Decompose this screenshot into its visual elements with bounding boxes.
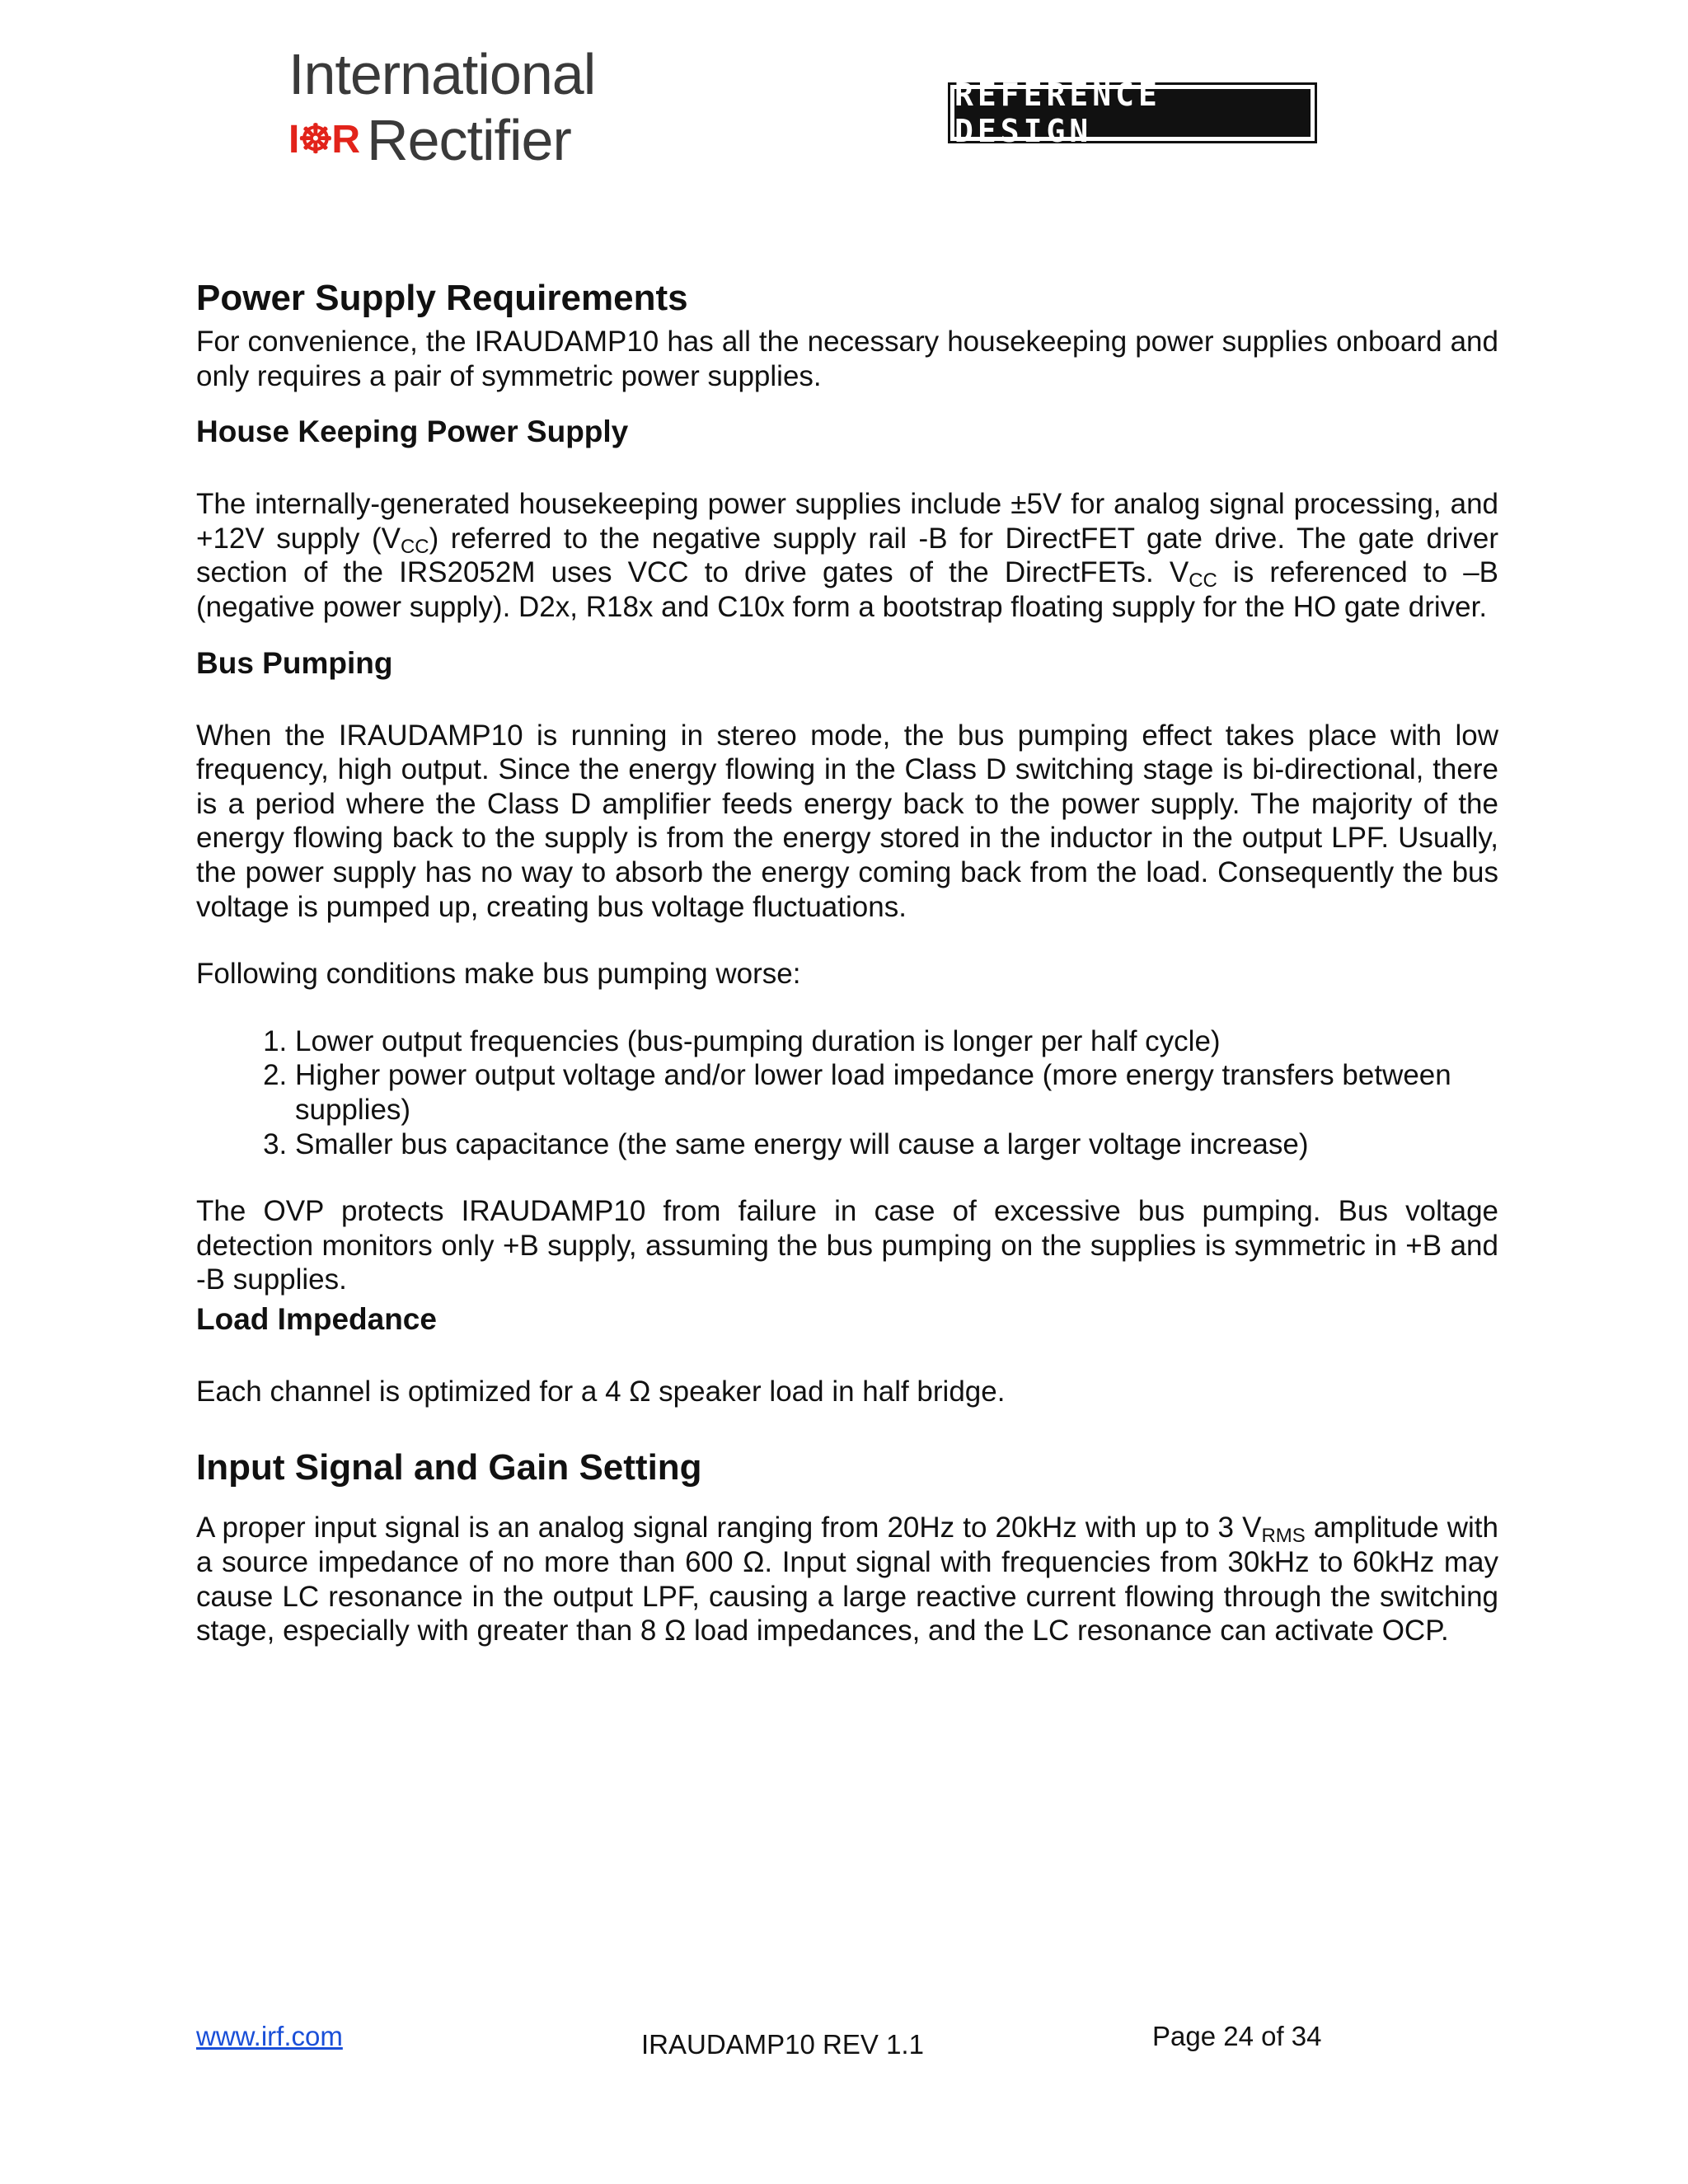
reference-design-badge-text: REFERENCE DESIGN (954, 89, 1311, 137)
heading-power-supply-requirements: Power Supply Requirements (196, 278, 688, 318)
list-item: 3. Smaller bus capacitance (the same energy will cause a larger voltage increase) (295, 1127, 1498, 1162)
housekeeping-paragraph: The internally-generated housekeeping power supplies include ±5V for analog signal processing, and +12V supply $(V_{CC})$ referred to the negative supply rail -B for DirectFET gate drive. The gate driver section of the IRS2052M uses VCC to drive gates of the DirectFETs. $V_{CC}$ is referenced to –B (negative power supply). D2x, R18x and C10x form a bootstrap floating supply for the HO gate driver. (196, 488, 1498, 623)
power-supply-intro: For convenience, the IRAUDAMP10 has all the necessary housekeeping power supplies onboard and only requires a pair of symmetric power supplies. (196, 326, 1498, 392)
list-item: 2. Higher power output voltage and/or lower load impedance (more energy transfers between supplies) (295, 1058, 1498, 1127)
logo-line-rectifier (288, 107, 585, 173)
company-logo (288, 41, 596, 173)
footer-website-link[interactable]: www.irf.com (196, 2021, 343, 2051)
load-impedance-paragraph: Each channel is optimized for a 4 Ω speaker load in half bridge. (196, 1375, 1006, 1408)
heading-load-impedance: Load Impedance (196, 1301, 437, 1336)
bus-pumping-paragraph-1: When the IRAUDAMP10 is running in stereo mode, the bus pumping effect takes place with low frequency, high output. Since the energy flowing in the Class D switching stage is bi-directional, there is a period where the Class D amplifier feeds energy back to the power supply. The majority of the energy flowing back to the supply is from the energy stored in the inductor in the output LPF. Usually, the power supply has no way to absorb the energy coming back from the load. Consequently the bus voltage is pumped up, creating bus voltage fluctuations. (196, 719, 1498, 923)
footer-page-number: Page 24 of 34 (1152, 2021, 1322, 2051)
reference-design-badge (948, 77, 1317, 149)
bus-pumping-conditions-list (196, 1024, 1498, 1161)
heading-bus-pumping: Bus Pumping (196, 645, 393, 680)
logo-text-rectifier: Rectifier (367, 108, 571, 172)
footer-doc-revision: IRAUDAMP10 REV 1.1 (641, 2029, 924, 2060)
page-content (196, 272, 1498, 1648)
logo-text-international: International (288, 42, 596, 106)
ior-logo-mark: I☸R (288, 118, 359, 162)
input-signal-paragraph: A proper input signal is an analog signal ranging from 20Hz to 20kHz with up to 3 $V_{RMS}$ amplitude with a source impedance of no more than 600 Ω. Input signal with frequencies from 30kHz to 60kHz may cause LC resonance in the output LPF, causing a large reactive current flowing through the switching stage, especially with greater than 8 Ω load impedances, and the LC resonance can activate OCP. (196, 1511, 1498, 1647)
bus-pumping-paragraph-2: Following conditions make bus pumping worse: (196, 958, 801, 991)
bus-pumping-paragraph-3: The OVP protects IRAUDAMP10 from failure in case of excessive bus pumping. Bus voltage detection monitors only +B supply, assuming the bus pumping on the supplies is symmetric in +B and -B supplies. (196, 1195, 1498, 1296)
list-item: 1. Lower output frequencies (bus-pumping duration is longer per half cycle) (295, 1024, 1498, 1059)
heading-house-keeping-power-supply: House Keeping Power Supply (196, 415, 629, 449)
heading-input-signal-gain-setting: Input Signal and Gain Setting (196, 1447, 702, 1488)
